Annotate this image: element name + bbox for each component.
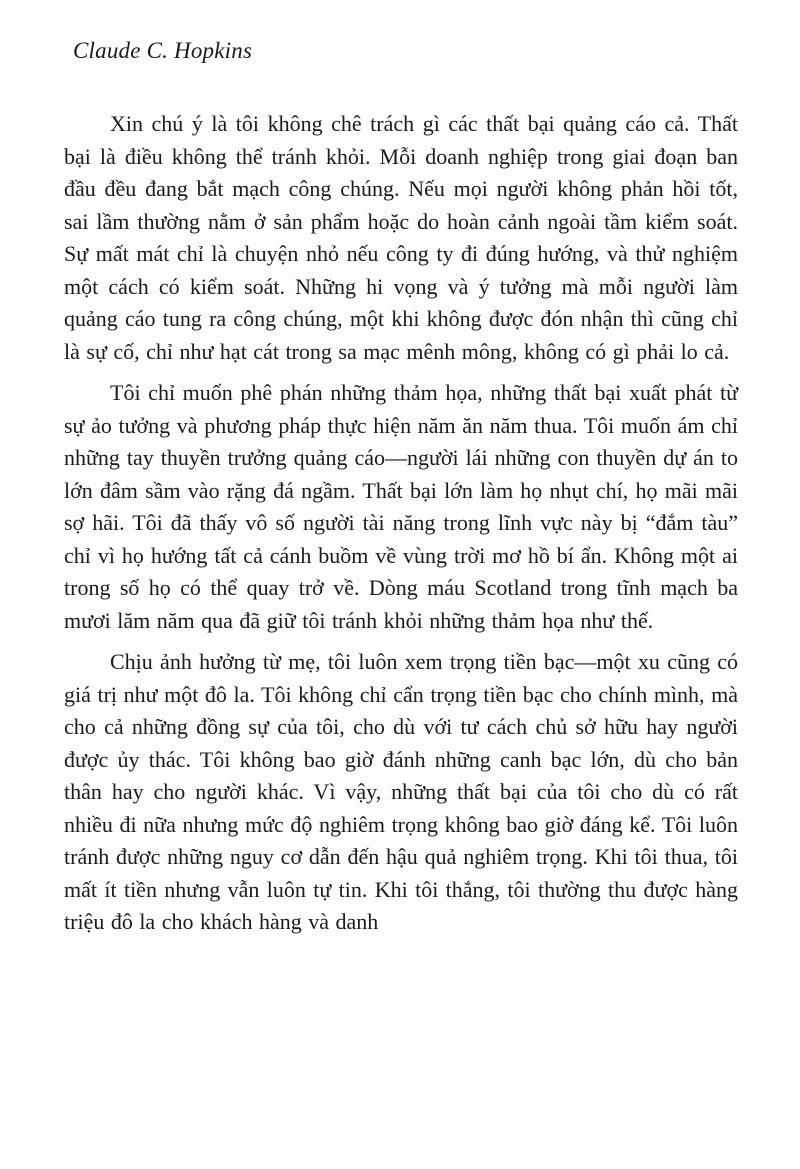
paragraph: Xin chú ý là tôi không chê trách gì các thất bại quảng cáo cả. Thất bại là điều không thể tránh khỏi. Mỗi doanh nghiệp trong giai đoạn ban đầu đều đang bắt mạch công chúng. Nếu mọi người không phản hồi tốt, sai lầm thường nằm ở sản phẩm hoặc do hoàn cảnh ngoài tầm kiểm soát. Sự mất mát chỉ là chuyện nhỏ nếu công ty đi đúng hướng, và thử nghiệm một cách có kiểm soát. Những hi vọng và ý tưởng mà mỗi người làm quảng cáo tung ra công chúng, một khi không được đón nhận thì cũng chỉ là sự cố, chỉ như hạt cát trong sa mạc mênh mông, không có gì phải lo cả. [64, 111, 738, 364]
paragraph: Chịu ảnh hưởng từ mẹ, tôi luôn xem trọng tiền bạc—một xu cũng có giá trị như một đô la. Tôi không chỉ cẩn trọng tiền bạc cho chính mình, mà cho cả những đồng sự của tôi, cho dù với tư cách chủ sở hữu hay người được ủy thác. Tôi không bao giờ đánh những canh bạc lớn, dù cho bản thân hay cho người khác. Vì vậy, những thất bại của tôi cho dù có rất nhiều đi nữa nhưng mức độ nghiêm trọng không bao giờ đáng kể. Tôi luôn tránh được những nguy cơ dẫn đến hậu quả nghiêm trọng. Khi tôi thua, tôi mất ít tiền nhưng vẫn luôn tự tin. Khi tôi thắng, tôi thường thu được hàng triệu đô la cho khách hàng và danh [64, 649, 738, 934]
running-header: Claude C. Hopkins [73, 38, 253, 63]
paragraph: Tôi chỉ muốn phê phán những thảm họa, những thất bại xuất phát từ sự ảo tưởng và phương pháp thực hiện năm ăn năm thua. Tôi muốn ám chỉ những tay thuyền trưởng quảng cáo—người lái những con thuyền dự án to lớn đâm sầm vào rặng đá ngầm. Thất bại lớn làm họ nhụt chí, họ mãi mãi sợ hãi. Tôi đã thấy vô số người tài năng trong lĩnh vực này bị “đắm tàu” chỉ vì họ hướng tất cả cánh buồm về vùng trời mơ hồ bí ẩn. Không một ai trong số họ có thể quay trở về. Dòng máu Scotland trong tĩnh mạch ba mươi lăm năm qua đã giữ tôi tránh khỏi những thảm họa như thế. [64, 380, 738, 633]
body-text [64, 108, 738, 939]
